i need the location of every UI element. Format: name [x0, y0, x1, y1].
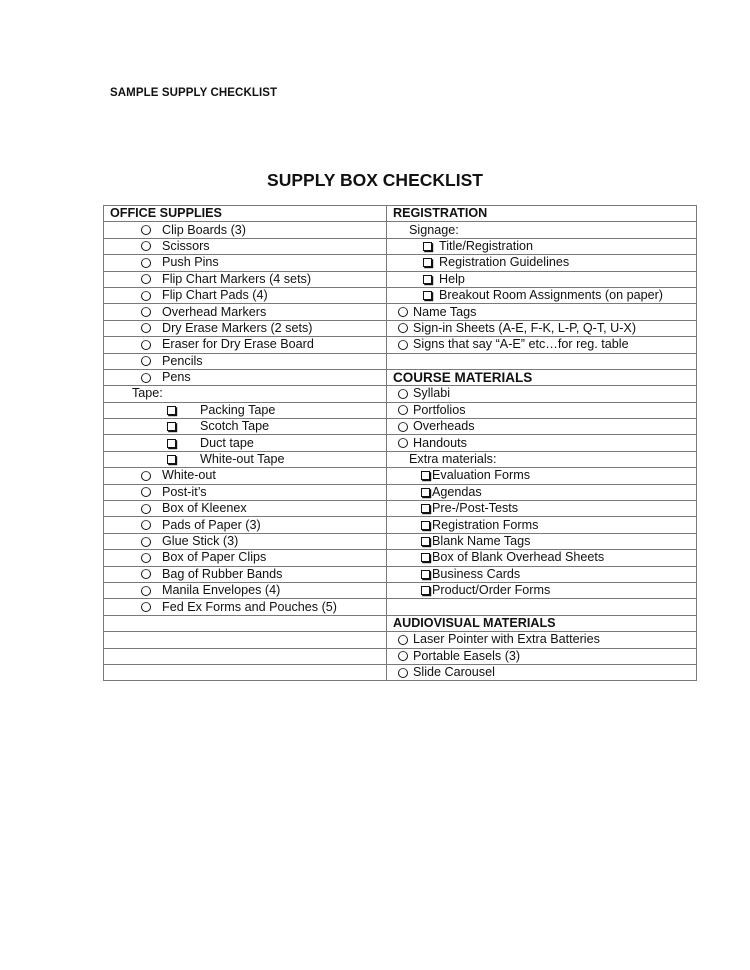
checklist-item-eraser-for-dry-erase-board[interactable] — [104, 337, 386, 352]
right-cell — [387, 271, 697, 287]
item-label: Sign-in Sheets (A-E, F-K, L-P, Q-T, U-X) — [413, 320, 637, 335]
item-label: Box of Paper Clips — [162, 550, 267, 565]
item-label: Extra materials: — [409, 452, 497, 467]
page-title — [0, 170, 750, 191]
item-label: Name Tags — [413, 304, 477, 319]
table-row — [104, 550, 697, 566]
table-row — [104, 369, 697, 385]
checklist-item-packing-tape[interactable] — [104, 403, 386, 418]
right-cell — [387, 337, 697, 353]
left-cell — [104, 386, 387, 402]
item-label: Box of Kleenex — [162, 501, 247, 516]
checklist-item-flip-chart-markers-4-sets[interactable] — [104, 272, 386, 287]
checklist-body — [104, 206, 697, 681]
table-row — [104, 451, 697, 467]
left-cell — [104, 419, 387, 435]
checkbox-icon[interactable] — [421, 586, 430, 595]
left-cell — [104, 468, 387, 484]
checklist-item-agendas[interactable] — [387, 485, 696, 500]
checkbox-icon[interactable] — [421, 471, 430, 480]
right-cell — [387, 468, 697, 484]
circle-bullet-icon[interactable] — [141, 307, 151, 317]
circle-bullet-icon[interactable] — [141, 537, 151, 547]
checklist-item-clip-boards-3[interactable] — [104, 223, 386, 238]
table-row — [104, 599, 697, 615]
table-row — [104, 386, 697, 402]
item-label: Dry Erase Markers (2 sets) — [162, 320, 313, 335]
table-row — [104, 566, 697, 582]
checklist-item-post-it-s[interactable] — [104, 485, 386, 500]
right-cell — [387, 582, 697, 598]
item-label: Pads of Paper (3) — [162, 517, 261, 532]
group-label-extra-materials — [387, 452, 696, 467]
left-cell — [104, 566, 387, 582]
right-cell — [387, 566, 697, 582]
checkbox-icon[interactable] — [421, 553, 430, 562]
table-row — [104, 468, 697, 484]
item-label: Help — [439, 271, 465, 286]
circle-bullet-icon[interactable] — [398, 422, 408, 432]
table-row — [104, 501, 697, 517]
checklist-item-flip-chart-pads-4[interactable] — [104, 288, 386, 303]
right-cell — [387, 484, 697, 500]
checklist-item-portfolios[interactable] — [387, 403, 696, 418]
table-row — [104, 238, 697, 254]
left-cell — [104, 402, 387, 418]
circle-bullet-icon[interactable] — [141, 569, 151, 579]
left-empty-cell — [104, 632, 387, 648]
table-row — [104, 287, 697, 303]
left-cell — [104, 304, 387, 320]
left-empty-cell — [104, 664, 387, 680]
right-cell — [387, 664, 697, 680]
item-label: Pre-/Post-Tests — [432, 501, 519, 516]
checklist-item-dry-erase-markers-2-sets[interactable] — [104, 321, 386, 336]
right-cell — [387, 304, 697, 320]
item-label: Flip Chart Markers (4 sets) — [162, 271, 312, 286]
circle-bullet-icon[interactable] — [141, 602, 151, 612]
item-label: Push Pins — [162, 255, 219, 270]
checklist-item-title-registration[interactable] — [387, 239, 696, 254]
circle-bullet-icon[interactable] — [398, 405, 408, 415]
left-cell — [104, 484, 387, 500]
table-row — [104, 517, 697, 533]
checklist-item-syllabi[interactable] — [387, 386, 696, 401]
item-label: Portfolios — [413, 402, 466, 417]
table-row — [104, 664, 697, 680]
checklist-item-registration-guidelines[interactable] — [387, 255, 696, 270]
item-label: Blank Name Tags — [432, 534, 531, 548]
circle-bullet-icon[interactable] — [141, 258, 151, 268]
checkbox-icon[interactable] — [167, 422, 176, 431]
checkbox-icon[interactable] — [167, 439, 176, 448]
left-cell — [104, 517, 387, 533]
table-row — [104, 255, 697, 271]
group-label-tape — [104, 386, 386, 401]
circle-bullet-icon[interactable] — [141, 586, 151, 596]
right-empty-cell — [387, 353, 697, 369]
item-label: Overheads — [413, 419, 475, 434]
left-cell — [104, 599, 387, 615]
item-label: Overhead Markers — [162, 304, 267, 319]
left-cell — [104, 287, 387, 303]
group-label-signage — [387, 223, 696, 238]
right-cell — [387, 632, 697, 648]
circle-bullet-icon[interactable] — [398, 438, 408, 448]
checklist-item-laser-pointer-with-extra-batteries[interactable] — [387, 632, 696, 647]
right-cell — [387, 287, 697, 303]
checkbox-icon[interactable] — [421, 570, 430, 579]
table-row — [104, 648, 697, 664]
circle-bullet-icon[interactable] — [141, 356, 151, 366]
checklist-item-pads-of-paper-3[interactable] — [104, 518, 386, 533]
item-label: White-out Tape — [200, 452, 285, 467]
circle-bullet-icon[interactable] — [141, 323, 151, 333]
checklist-item-breakout-room-assignments-on-paper[interactable] — [387, 288, 696, 303]
checkbox-icon[interactable] — [423, 275, 432, 284]
table-row — [104, 222, 697, 238]
circle-bullet-icon[interactable] — [141, 373, 151, 383]
table-row — [104, 419, 697, 435]
left-cell — [104, 337, 387, 353]
circle-bullet-icon[interactable] — [141, 504, 151, 514]
item-label: Flip Chart Pads (4) — [162, 288, 268, 303]
left-cell — [104, 550, 387, 566]
item-label: Scotch Tape — [200, 419, 270, 434]
item-label: Syllabi — [413, 386, 451, 401]
checklist-item-slide-carousel[interactable] — [387, 665, 696, 680]
left-cell — [104, 451, 387, 467]
checklist-item-white-out-tape[interactable] — [104, 452, 386, 467]
item-label: Scissors — [162, 238, 210, 253]
circle-bullet-icon[interactable] — [141, 553, 151, 563]
checklist-item-help[interactable] — [387, 272, 696, 287]
checklist-item-push-pins[interactable] — [104, 255, 386, 270]
circle-bullet-icon[interactable] — [141, 471, 151, 481]
circle-bullet-icon[interactable] — [398, 307, 408, 317]
table-row — [104, 304, 697, 320]
right-empty-cell — [387, 599, 697, 615]
item-label: Signage: — [409, 222, 459, 237]
checklist-item-fed-ex-forms-and-pouches-5[interactable] — [104, 600, 386, 615]
left-cell — [104, 435, 387, 451]
checklist-item-blank-name-tags[interactable] — [387, 534, 696, 549]
item-label: Title/Registration — [439, 238, 534, 253]
right-cell — [387, 648, 697, 664]
item-label: Breakout Room Assignments (on paper) — [439, 288, 663, 303]
checkbox-icon[interactable] — [423, 242, 432, 251]
checkbox-icon[interactable] — [423, 258, 432, 267]
checklist-item-white-out[interactable] — [104, 468, 386, 483]
section-header-audiovisual-materials: AUDIOVISUAL MATERIALS — [387, 615, 697, 631]
circle-bullet-icon[interactable] — [141, 487, 151, 497]
item-label: Slide Carousel — [413, 665, 495, 680]
circle-bullet-icon[interactable] — [141, 274, 151, 284]
right-cell — [387, 402, 697, 418]
checklist-item-overhead-markers[interactable] — [104, 305, 386, 320]
table-row — [104, 582, 697, 598]
table-row — [104, 337, 697, 353]
right-cell — [387, 386, 697, 402]
circle-bullet-icon[interactable] — [398, 668, 408, 678]
checklist-item-handouts[interactable] — [387, 436, 696, 451]
checklist-item-evaluation-forms[interactable] — [387, 468, 696, 483]
checklist-item-duct-tape[interactable] — [104, 436, 386, 451]
checklist-item-pre-post-tests[interactable] — [387, 501, 696, 516]
checklist-item-name-tags[interactable] — [387, 305, 696, 320]
table-row — [104, 484, 697, 500]
checklist-item-signs-that-say-a-e-etc-for-reg-table[interactable] — [387, 337, 696, 352]
left-cell — [104, 353, 387, 369]
checklist-item-product-order-forms[interactable] — [387, 583, 696, 598]
circle-bullet-icon[interactable] — [141, 520, 151, 530]
right-cell — [387, 320, 697, 336]
right-cell — [387, 435, 697, 451]
item-label: Handouts — [413, 435, 467, 450]
checkbox-icon[interactable] — [167, 455, 176, 464]
left-cell — [104, 320, 387, 336]
item-label: Packing Tape — [200, 402, 276, 417]
table-row — [104, 402, 697, 418]
checklist-item-scissors[interactable] — [104, 239, 386, 254]
right-cell — [387, 550, 697, 566]
checkbox-icon[interactable] — [421, 537, 430, 546]
checkbox-icon[interactable] — [167, 406, 176, 415]
item-label: Manila Envelopes (4) — [162, 583, 281, 598]
circle-bullet-icon[interactable] — [141, 340, 151, 350]
table-row — [104, 271, 697, 287]
left-empty-cell — [104, 648, 387, 664]
item-label: Laser Pointer with Extra Batteries — [413, 632, 600, 647]
circle-bullet-icon[interactable] — [398, 635, 408, 645]
table-row — [104, 632, 697, 648]
checklist-item-scotch-tape[interactable] — [104, 419, 386, 434]
item-label: Agendas — [432, 484, 482, 499]
right-cell — [387, 419, 697, 435]
right-cell — [387, 255, 697, 271]
checklist-item-box-of-blank-overhead-sheets[interactable] — [387, 550, 696, 565]
item-label: White-out — [162, 468, 216, 483]
item-label: Tape: — [132, 386, 163, 401]
document-label: SAMPLE SUPPLY CHECKLIST — [110, 87, 278, 99]
left-cell — [104, 271, 387, 287]
item-label: Registration Forms — [432, 517, 539, 532]
table-row — [104, 435, 697, 451]
table-row — [104, 353, 697, 369]
right-cell — [387, 451, 697, 467]
supply-checklist-table — [103, 205, 697, 681]
circle-bullet-icon[interactable] — [141, 225, 151, 235]
checklist-item-manila-envelopes-4[interactable] — [104, 583, 386, 598]
item-label: Business Cards — [432, 566, 521, 581]
item-label: Portable Easels (3) — [413, 648, 521, 663]
right-cell — [387, 222, 697, 238]
item-label: Glue Stick (3) — [162, 534, 239, 548]
left-cell — [104, 582, 387, 598]
checkbox-icon[interactable] — [421, 504, 430, 513]
left-cell — [104, 222, 387, 238]
table-row — [104, 533, 697, 549]
right-cell — [387, 501, 697, 517]
item-label: Eraser for Dry Erase Board — [162, 337, 314, 352]
circle-bullet-icon[interactable] — [398, 340, 408, 350]
checkbox-icon[interactable] — [421, 521, 430, 530]
circle-bullet-icon[interactable] — [398, 389, 408, 399]
right-cell — [387, 238, 697, 254]
section-header-registration: REGISTRATION — [387, 206, 697, 222]
left-cell — [104, 501, 387, 517]
section-header-office-supplies: OFFICE SUPPLIES — [104, 206, 387, 222]
left-cell — [104, 238, 387, 254]
item-label: Pencils — [162, 353, 203, 368]
table-row — [104, 320, 697, 336]
checklist-item-pens[interactable] — [104, 370, 386, 385]
checklist-item-business-cards[interactable] — [387, 567, 696, 582]
circle-bullet-icon[interactable] — [398, 323, 408, 333]
item-label: Post-it’s — [162, 484, 207, 499]
page-title-text: SUPPLY BOX CHECKLIST — [267, 170, 483, 190]
checklist-item-box-of-paper-clips[interactable] — [104, 550, 386, 565]
item-label: Evaluation Forms — [432, 468, 530, 483]
checklist-item-pencils[interactable] — [104, 354, 386, 369]
circle-bullet-icon[interactable] — [398, 651, 408, 661]
checklist-item-glue-stick-3[interactable] — [104, 534, 386, 549]
checklist-item-portable-easels-3[interactable] — [387, 649, 696, 664]
left-cell — [104, 255, 387, 271]
item-label: Box of Blank Overhead Sheets — [432, 550, 605, 565]
item-label: Clip Boards (3) — [162, 222, 246, 237]
item-label: Duct tape — [200, 435, 254, 450]
checkbox-icon[interactable] — [421, 488, 430, 497]
circle-bullet-icon[interactable] — [141, 241, 151, 251]
checklist-item-box-of-kleenex[interactable] — [104, 501, 386, 516]
checklist-item-bag-of-rubber-bands[interactable] — [104, 567, 386, 582]
checklist-item-overheads[interactable] — [387, 419, 696, 434]
right-cell — [387, 517, 697, 533]
item-label: Pens — [162, 370, 191, 385]
left-cell — [104, 533, 387, 549]
circle-bullet-icon[interactable] — [141, 291, 151, 301]
checklist-item-registration-forms[interactable] — [387, 518, 696, 533]
item-label: Bag of Rubber Bands — [162, 566, 283, 581]
table-row — [104, 615, 697, 631]
right-cell — [387, 533, 697, 549]
item-label: Signs that say “A-E” etc…for reg. table — [413, 337, 629, 352]
left-cell — [104, 369, 387, 385]
table-row — [104, 206, 697, 222]
checkbox-icon[interactable] — [423, 291, 432, 300]
item-label: Fed Ex Forms and Pouches (5) — [162, 599, 337, 614]
item-label: Product/Order Forms — [432, 583, 551, 598]
section-header-course-materials: COURSE MATERIALS — [387, 369, 697, 385]
left-empty-cell — [104, 615, 387, 631]
item-label: Registration Guidelines — [439, 255, 570, 270]
checklist-item-sign-in-sheets-a-e-f-k-l-p-q-t-u-x[interactable] — [387, 321, 696, 336]
